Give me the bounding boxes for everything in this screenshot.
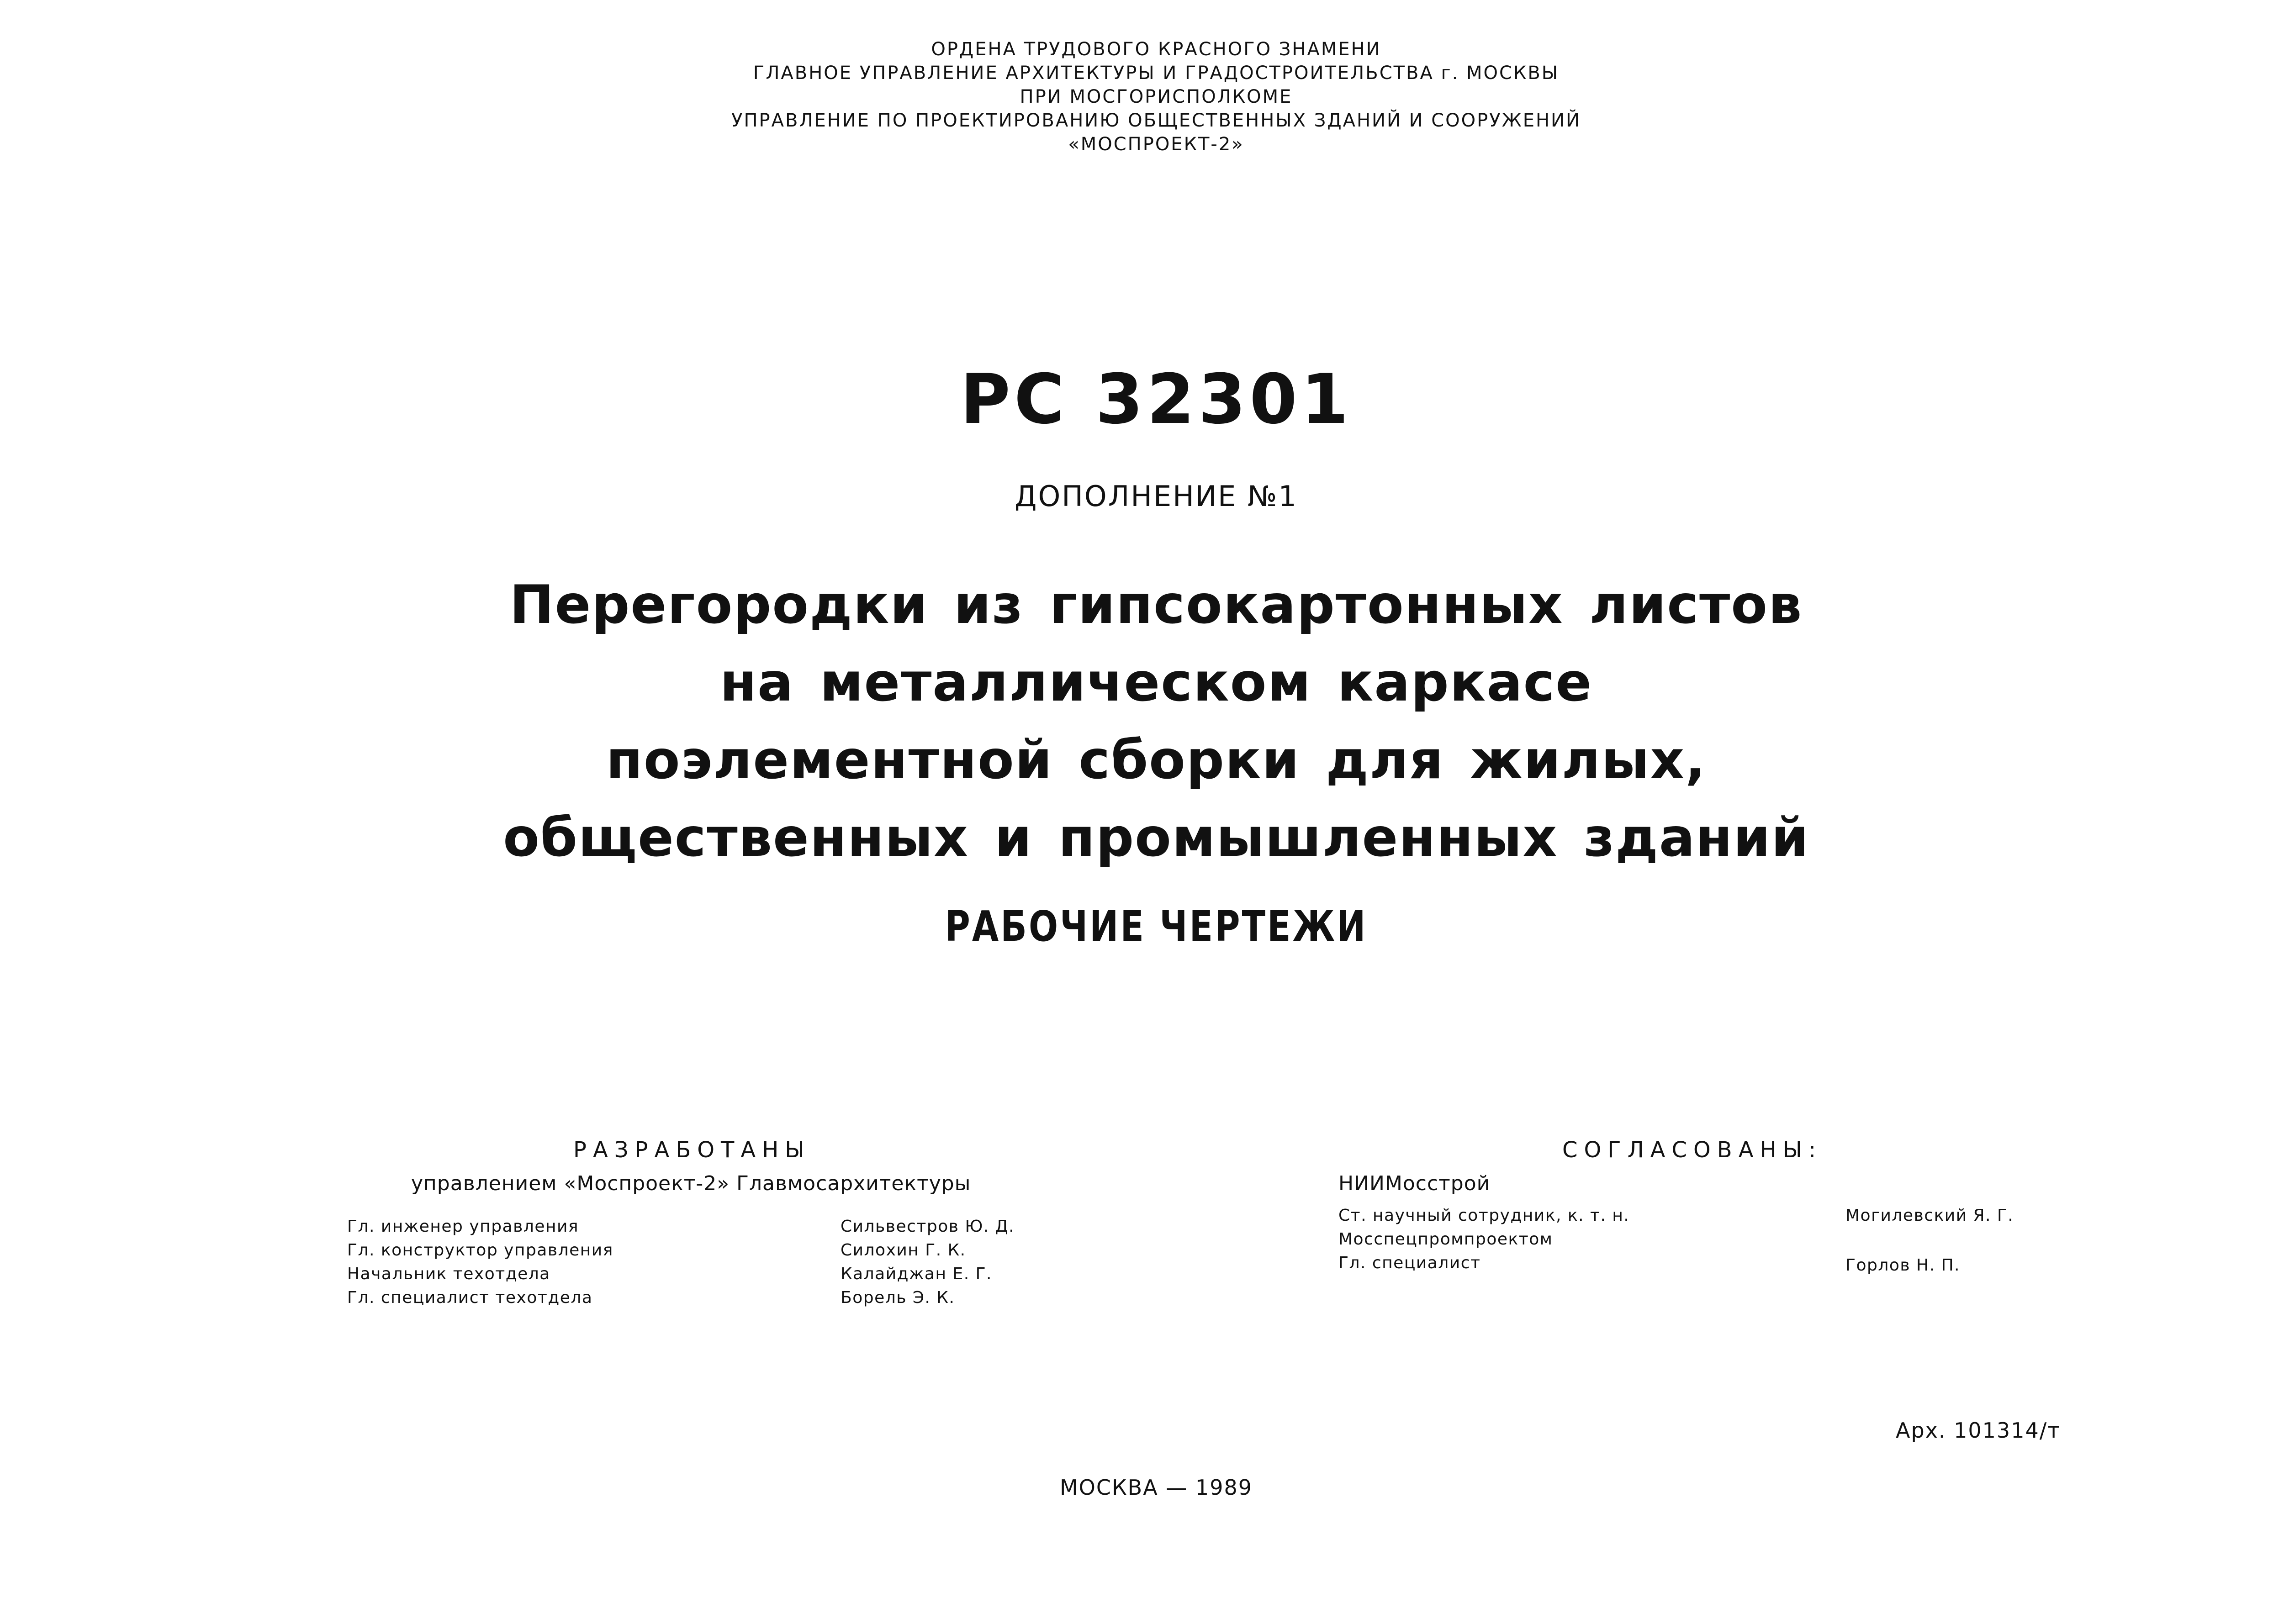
agreed-organization: НИИМосстрой: [1338, 1172, 1491, 1195]
header-line-2: ГЛАВНОЕ УПРАВЛЕНИЕ АРХИТЕКТУРЫ И ГРАДОСТРОИТЕЛЬСТВА г. МОСКВЫ: [753, 63, 1560, 84]
developed-name: Силохин Г. К.: [841, 1241, 966, 1260]
developed-position: Гл. конструктор управления: [347, 1241, 613, 1260]
developed-name: Борель Э. К.: [841, 1288, 955, 1307]
developed-position: Гл. специалист техотдела: [347, 1288, 593, 1307]
agreed-position: Гл. специалист: [1338, 1254, 1481, 1272]
developed-heading: РАЗРАБОТАНЫ: [573, 1137, 811, 1163]
developed-organization: управлением «Моспроект-2» Главмосархитектуры: [411, 1172, 971, 1195]
supplement-label: ДОПОЛНЕНИЕ №1: [1015, 480, 1298, 513]
title-line-3: поэлементной сборки для жилых,: [606, 729, 1707, 791]
subtitle: РАБОЧИЕ ЧЕРТЕЖИ: [945, 902, 1368, 951]
agreed-position: Ст. научный сотрудник, к. т. н.: [1338, 1206, 1630, 1225]
city-year: МОСКВА — 1989: [1059, 1475, 1253, 1500]
developed-name: Сильвестров Ю. Д.: [841, 1217, 1015, 1236]
header-line-5: «МОСПРОЕКТ-2»: [1068, 134, 1244, 155]
header-line-4: УПРАВЛЕНИЕ ПО ПРОЕКТИРОВАНИЮ ОБЩЕСТВЕННЫХ ЗДАНИЙ И СООРУЖЕНИЙ: [731, 110, 1581, 131]
agreed-heading: СОГЛАСОВАНЫ:: [1562, 1137, 1823, 1163]
agreed-organization-2: Мосспецпромпроектом: [1338, 1230, 1553, 1249]
header-line-3: ПРИ МОСГОРИСПОЛКОМЕ: [1020, 86, 1293, 107]
agreed-name: Могилевский Я. Г.: [1845, 1206, 2014, 1225]
title-line-1: Перегородки из гипсокартонных листов: [509, 574, 1803, 636]
header-line-1: ОРДЕНА ТРУДОВОГО КРАСНОГО ЗНАМЕНИ: [931, 39, 1381, 60]
archive-number: Арх. 101314/т: [1896, 1418, 2061, 1443]
developed-name: Калайджан Е. Г.: [841, 1265, 992, 1283]
title-line-2: на металлическом каркасе: [719, 652, 1593, 713]
title-line-4: общественных и промышленных зданий: [503, 807, 1809, 869]
document-code: РС 32301: [960, 360, 1353, 439]
agreed-name: Горлов Н. П.: [1845, 1256, 1960, 1275]
developed-position: Гл. инженер управления: [347, 1217, 579, 1236]
developed-position: Начальник техотдела: [347, 1265, 550, 1283]
